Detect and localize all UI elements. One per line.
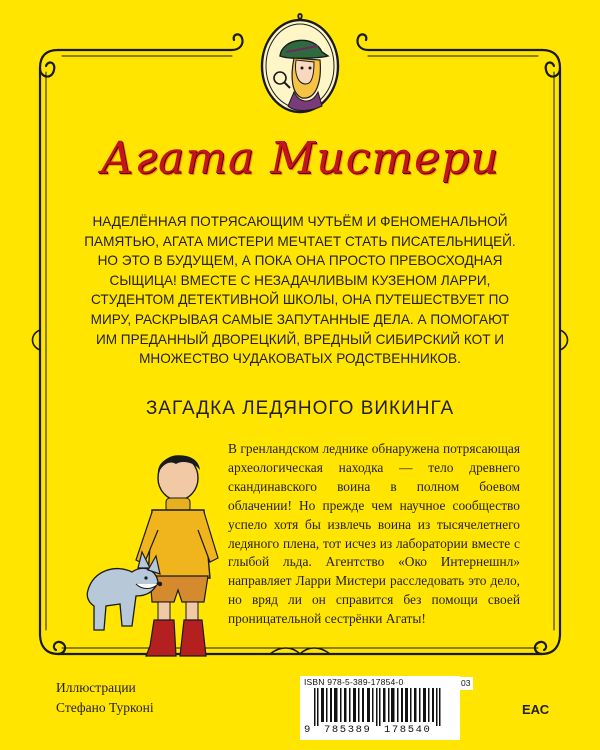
series-title: Агата Мистери [100, 133, 500, 184]
barcode-addon-code: 03 [458, 677, 473, 690]
eac-mark: ЕАС [522, 702, 550, 717]
agatha-portrait-medallion [250, 8, 350, 120]
barcode-bars [300, 676, 460, 726]
isbn-barcode [300, 676, 460, 740]
illustrator-credit [56, 678, 154, 718]
series-intro-text: НАДЕЛЁННАЯ ПОТРЯСАЮЩИМ ЧУТЬЁМ И ФЕНОМЕНАЛЬНОЙ ПАМЯТЬЮ, АГАТА МИСТЕРИ МЕЧТАЕТ СТАТЬ ПИСАТЕЛЬНИЦЕЙ. НО ЭТО В БУДУЩЕМ, А ПОКА ОНА ПРОСТО ПРЕВОСХОДНАЯ СЫЩИЦА! ВМЕСТЕ С НЕЗАДАЧЛИВЫМ КУЗЕНОМ ЛАРРИ, СТУДЕНТОМ ДЕТЕКТИВНОЙ ШКОЛЫ, ОНА ПУТЕШЕСТВУЕТ ПО МИРУ, РАСКРЫВАЯ САМЫЕ ЗАПУТАННЫЕ ДЕЛА. А ПОМОГАЮТ ИМ ПРЕДАННЫЙ ДВОРЕЦКИЙ, ВРЕДНЫЙ СИБИРСКИЙ КОТ И МНОЖЕСТВО ЧУДАКОВАТЫХ РОДСТВЕННИКОВ. [84, 214, 516, 367]
illustrator-name: Стефано Турконі [56, 700, 154, 715]
ean-right-digits: 178540 [384, 724, 432, 736]
ean-left-digits: 785389 [324, 724, 372, 736]
ean-first-digit: 9 [304, 724, 311, 736]
book-description: В гренландском леднике обнаружена потрясающая археологическая находка — тело древнего скандинавского воина в полном боевом облачении! Но прежде чем научное сообщество успело хотя бы извлечь воина из тысячелетнего ледяного плена, тот исчез из лаборатории вместе с глыбой льда. Агентство «Око Интернешнл» направляет Ларри Мистери расследовать это дело, но вряд ли он справится без помощи своей проницательной сестрёнки Агаты! [228, 441, 520, 627]
boy-and-husky-illustration [86, 440, 236, 662]
illustrator-credit-label: Иллюстрации [56, 680, 136, 695]
book-subtitle: ЗАГАДКА ЛЕДЯНОГО ВИКИНГА [145, 398, 455, 419]
isbn-number: ISBN 978-5-389-17854-0 [304, 677, 404, 687]
